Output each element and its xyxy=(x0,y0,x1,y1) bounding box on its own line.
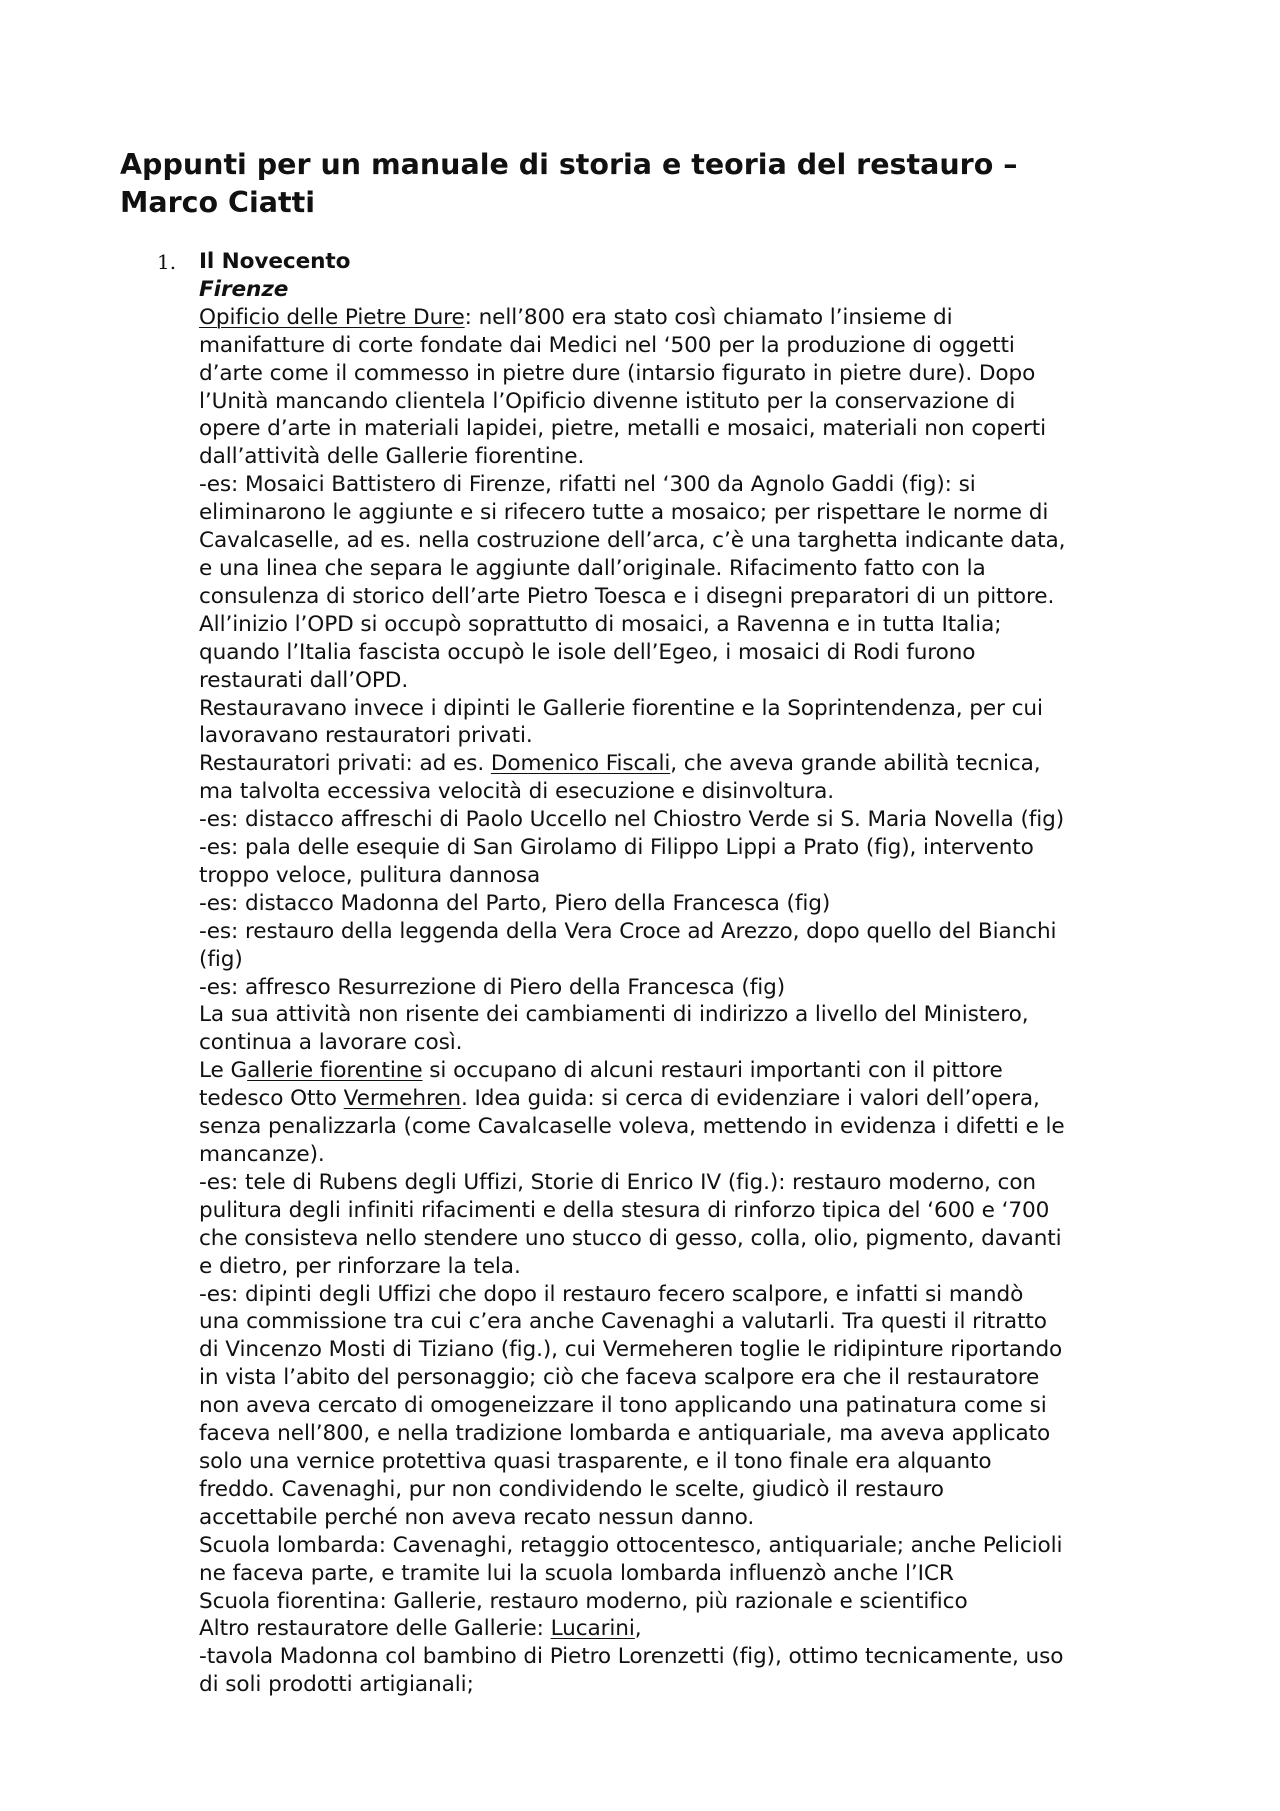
text-segment: opere d’arte in materiali lapidei, pietre, metalli e mosaici, materiali non coperti xyxy=(199,416,1047,442)
text-segment: -es: affresco Resurrezione di Piero della Francesca (fig) xyxy=(199,974,786,1000)
text-segment: l’Unità mancando clientela l’Opificio divenne istituto per la conservazione di xyxy=(199,388,1016,414)
text-line xyxy=(199,1197,1199,1225)
section-text xyxy=(199,304,1199,1699)
text-line xyxy=(199,360,1199,388)
text-line xyxy=(199,1336,1199,1364)
text-segment: -es: Mosaici Battistero di Firenze, rifatti nel ‘300 da Agnolo Gaddi (fig): si xyxy=(199,472,976,498)
text-line xyxy=(199,1560,1199,1588)
text-line xyxy=(199,1588,1199,1616)
text-segment: : nell’800 era stato così chiamato l’insieme di xyxy=(464,304,953,330)
text-line xyxy=(199,806,1199,834)
text-line xyxy=(199,499,1199,527)
text-segment: di soli prodotti artigianali; xyxy=(199,1672,474,1698)
text-segment: accettabile perché non aveva recato nessun danno. xyxy=(199,1504,755,1530)
text-line xyxy=(199,1420,1199,1448)
section-number: 1. xyxy=(157,250,177,274)
text-segment: faceva nell’800, e nella tradizione lombarda e antiquariale, ma aveva applicato xyxy=(199,1421,1051,1447)
text-line xyxy=(199,1448,1199,1476)
text-line xyxy=(199,834,1199,862)
text-segment: che consisteva nello stendere uno stucco di gesso, colla, olio, pigmento, davanti xyxy=(199,1225,1062,1251)
text-line xyxy=(199,750,1199,778)
text-line xyxy=(199,388,1199,416)
underlined-term: allerie fiorentine xyxy=(247,1058,423,1084)
text-line xyxy=(199,1057,1199,1085)
text-segment: pulitura degli infiniti rifacimenti e della stesura di rinforzo tipica del ‘600 e ‘700 xyxy=(199,1197,1050,1223)
text-line xyxy=(199,918,1199,946)
text-segment: Restauravano invece i dipinti le Gallerie fiorentine e la Soprintendenza, per cui xyxy=(199,695,1043,721)
text-segment: mancanze). xyxy=(199,1142,325,1167)
underlined-term: Opificio delle Pietre Dure xyxy=(199,304,465,330)
text-line xyxy=(199,1113,1199,1141)
text-line xyxy=(199,304,1199,332)
text-segment: solo una vernice protettiva quasi trasparente, e il tono finale era alquanto xyxy=(199,1448,992,1474)
text-line xyxy=(199,974,1199,1002)
text-segment: ma talvolta eccessiva velocità di esecuzione e disinvoltura. xyxy=(199,779,835,805)
text-line xyxy=(199,1225,1199,1253)
text-line xyxy=(199,722,1199,750)
text-line xyxy=(199,778,1199,806)
text-segment: Le G xyxy=(199,1058,248,1084)
text-line xyxy=(199,527,1199,555)
text-line xyxy=(199,443,1199,471)
text-segment: -es: restauro della leggenda della Vera Croce ad Arezzo, dopo quello del Bianchi xyxy=(199,918,1057,944)
text-line xyxy=(199,583,1199,611)
document-title-line-1: Appunti per un manuale di storia e teoria del restauro – xyxy=(120,148,1018,181)
text-line xyxy=(199,1308,1199,1336)
text-line xyxy=(199,667,1199,695)
text-segment: -es: tele di Rubens degli Uffizi, Storie di Enrico IV (fig.): restauro moderno, con xyxy=(199,1169,1037,1195)
text-segment: senza penalizzarla (come Cavalcaselle voleva, mettendo in evidenza i difetti e le xyxy=(199,1114,1065,1140)
text-line xyxy=(199,471,1199,499)
text-line xyxy=(199,862,1199,890)
underlined-term: Domenico Fiscali xyxy=(490,751,671,777)
text-segment: . Idea guida: si cerca di evidenziare i valori dell’opera, xyxy=(461,1086,1040,1112)
section-subheading: Firenze xyxy=(199,276,289,302)
text-segment: dall’attività delle Gallerie fiorentine. xyxy=(199,444,585,470)
text-line xyxy=(199,1141,1199,1169)
text-segment: continua a lavorare così. xyxy=(199,1030,463,1056)
text-segment: una commissione tra cui c’era anche Cavenaghi a valutarli. Tra questi il ritratto xyxy=(199,1309,1047,1335)
text-segment: si occupano di alcuni restauri importanti con il pittore xyxy=(422,1058,1003,1084)
underlined-term: Lucarini xyxy=(550,1616,635,1642)
text-segment: manifatture di corte fondate dai Medici nel ‘500 per la produzione di oggetti xyxy=(199,332,1015,358)
text-line xyxy=(199,1364,1199,1392)
text-segment: , xyxy=(634,1616,642,1642)
text-line xyxy=(199,611,1199,639)
text-segment: tedesco Otto xyxy=(199,1086,344,1112)
text-segment: -tavola Madonna col bambino di Pietro Lorenzetti (fig), ottimo tecnicamente, uso xyxy=(199,1644,1064,1670)
text-segment: eliminarono le aggiunte e si rifecero tutte a mosaico; per rispettare le norme di xyxy=(199,500,1049,526)
text-segment: troppo veloce, pulitura dannosa xyxy=(199,862,541,888)
document-title-line-2: Marco Ciatti xyxy=(120,186,315,219)
text-segment: -es: distacco affreschi di Paolo Uccello nel Chiostro Verde si S. Maria Novella (fig) xyxy=(199,807,1065,833)
text-segment: d’arte come il commesso in pietre dure (intarsio figurato in pietre dure). Dopo xyxy=(199,360,1036,386)
text-line xyxy=(199,946,1199,974)
text-line xyxy=(199,1615,1199,1643)
text-segment: non aveva cercato di omogeneizzare il tono applicando una patinatura come si xyxy=(199,1393,1047,1419)
text-line xyxy=(199,1169,1199,1197)
text-segment: Scuola lombarda: Cavenaghi, retaggio ottocentesco, antiquariale; anche Pelicioli xyxy=(199,1532,1063,1558)
text-line xyxy=(199,1476,1199,1504)
text-segment: All’inizio l’OPD si occupò soprattutto di mosaici, a Ravenna e in tutta Italia; xyxy=(199,611,1002,637)
text-segment: Cavalcaselle, ad es. nella costruzione dell’arca, c’è una targhetta indicante data, xyxy=(199,528,1066,554)
text-segment: Scuola fiorentina: Gallerie, restauro moderno, più razionale e scientifico xyxy=(199,1588,968,1614)
text-line xyxy=(199,1281,1199,1309)
text-line xyxy=(199,639,1199,667)
text-segment: La sua attività non risente dei cambiamenti di indirizzo a livello del Ministero, xyxy=(199,1002,1029,1028)
text-segment: freddo. Cavenaghi, pur non condividendo le scelte, giudicò il restauro xyxy=(199,1476,944,1502)
text-line xyxy=(199,555,1199,583)
text-segment: restaurati dall’OPD. xyxy=(199,667,409,693)
text-line xyxy=(199,890,1199,918)
text-line xyxy=(199,415,1199,443)
text-segment: , che aveva grande abilità tecnica, xyxy=(670,751,1041,777)
section-body xyxy=(199,248,1199,1699)
text-line xyxy=(199,1029,1199,1057)
text-segment: e una linea che separa le aggiunte dall’originale. Rifacimento fatto con la xyxy=(199,555,986,581)
text-segment: Altro restauratore delle Gallerie: xyxy=(199,1616,551,1642)
text-line xyxy=(199,1643,1199,1671)
text-line xyxy=(199,1392,1199,1420)
text-segment: quando l’Italia fascista occupò le isole dell’Egeo, i mosaici di Rodi furono xyxy=(199,639,976,665)
text-line xyxy=(199,1001,1199,1029)
text-segment: -es: dipinti degli Uffizi che dopo il restauro fecero scalpore, e infatti si mandò xyxy=(199,1281,1024,1307)
text-segment: in vista l’abito del personaggio; ciò che faceva scalpore era che il restauratore xyxy=(199,1365,1040,1391)
text-line xyxy=(199,1253,1199,1281)
text-segment: di Vincenzo Mosti di Tiziano (fig.), cui Vermeheren toglie le ridipinture riportando xyxy=(199,1337,1063,1363)
text-line xyxy=(199,1504,1199,1532)
text-segment: -es: distacco Madonna del Parto, Piero della Francesca (fig) xyxy=(199,890,831,916)
text-line xyxy=(199,1532,1199,1560)
text-segment: consulenza di storico dell’arte Pietro Toesca e i disegni preparatori di un pittore. xyxy=(199,583,1055,609)
text-segment: -es: pala delle esequie di San Girolamo di Filippo Lippi a Prato (fig), intervento xyxy=(199,835,1034,861)
text-line xyxy=(199,695,1199,723)
text-segment: Restauratori privati: ad es. xyxy=(199,751,491,777)
underlined-term: Vermehren xyxy=(343,1086,462,1112)
text-line xyxy=(199,1085,1199,1113)
text-segment: (fig) xyxy=(199,946,243,972)
text-segment: e dietro, per rinforzare la tela. xyxy=(199,1253,521,1279)
section-heading: Il Novecento xyxy=(199,249,351,274)
document-title xyxy=(120,146,1160,222)
text-segment: lavoravano restauratori privati. xyxy=(199,723,533,749)
text-line xyxy=(199,1671,1199,1699)
text-line xyxy=(199,332,1199,360)
text-segment: ne faceva parte, e tramite lui la scuola lombarda influenzò anche l’ICR xyxy=(199,1560,954,1586)
